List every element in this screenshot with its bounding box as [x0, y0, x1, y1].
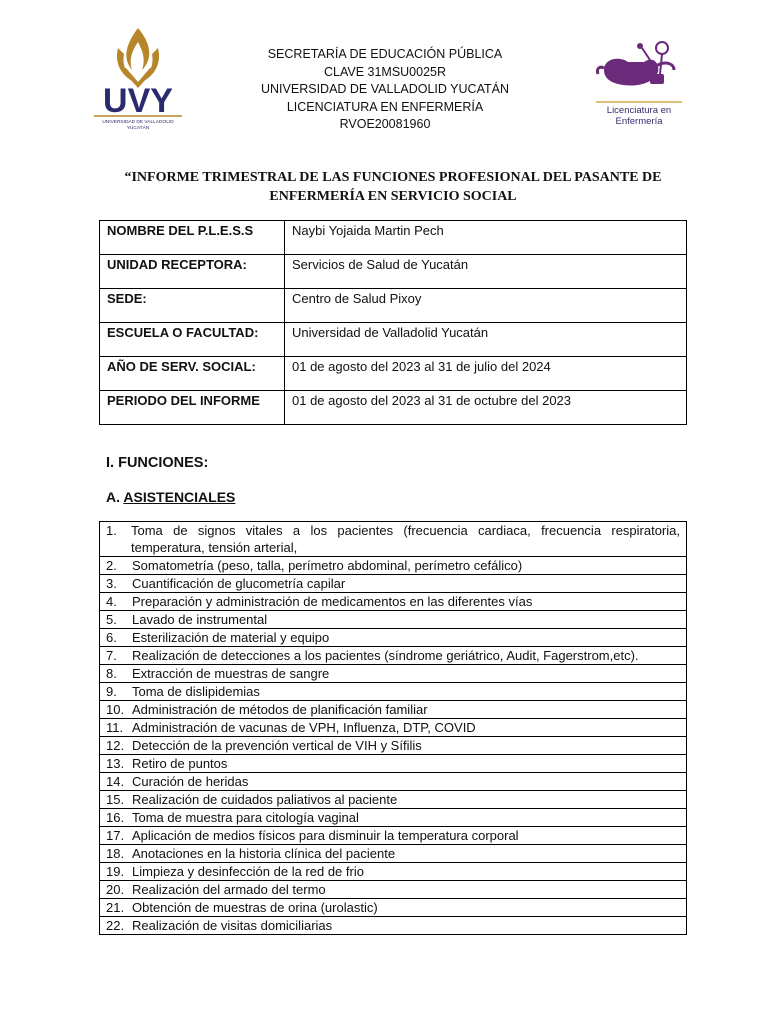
- function-number: 10.: [106, 702, 125, 717]
- info-label: AÑO DE SERV. SOCIAL:: [100, 357, 285, 391]
- report-title: “INFORME TRIMESTRAL DE LAS FUNCIONES PROFESIONAL DEL PASANTE DE ENFERMERÍA EN SERVICIO SOCIAL: [124, 170, 662, 204]
- function-text: Administración de métodos de planificación familiar: [132, 702, 428, 717]
- header-block: [200, 46, 570, 134]
- subsection-name: ASISTENCIALES: [123, 489, 236, 505]
- function-row: [100, 575, 687, 593]
- header-line: UNIVERSIDAD DE VALLADOLID YUCATÁN: [261, 82, 509, 97]
- function-text: Preparación y administración de medicamentos en las diferentes vías: [132, 594, 533, 609]
- function-row: [100, 683, 687, 701]
- info-label: UNIDAD RECEPTORA:: [100, 255, 285, 289]
- function-row: [100, 863, 687, 881]
- uvy-logo-sub2: YUCATÁN: [126, 126, 150, 131]
- function-row: [100, 737, 687, 755]
- function-text: Toma de dislipidemias: [132, 684, 260, 699]
- function-text: Realización de detecciones a los pacientes (síndrome geriátrico, Audit, Fagerstrom,etc).: [132, 648, 639, 663]
- function-row: [100, 845, 687, 863]
- function-number: 1.: [106, 523, 117, 538]
- function-text: Curación de heridas: [132, 774, 249, 789]
- function-text: Retiro de puntos: [132, 756, 228, 771]
- uvy-logo-text: UVY: [103, 82, 173, 120]
- subsection-prefix: A.: [106, 489, 120, 505]
- function-row: [100, 647, 687, 665]
- info-row: [100, 289, 687, 323]
- function-number: 2.: [106, 558, 117, 573]
- nursing-logo-line2: Enfermería: [615, 116, 663, 127]
- function-text: Detección de la prevención vertical de VIH y Sífilis: [132, 738, 422, 753]
- function-number: 3.: [106, 576, 117, 591]
- info-value: Servicios de Salud de Yucatán: [285, 255, 687, 289]
- function-number: 12.: [106, 738, 125, 753]
- info-label: PERIODO DEL INFORME: [100, 391, 285, 425]
- function-number: 9.: [106, 684, 117, 699]
- nursing-logo-line1: Licenciatura en: [606, 105, 672, 116]
- info-value: 01 de agosto del 2023 al 31 de julio del 2024: [285, 357, 687, 391]
- function-number: 5.: [106, 612, 117, 627]
- info-label: ESCUELA O FACULTAD:: [100, 323, 285, 357]
- function-number: 11.: [106, 720, 124, 735]
- function-text: Administración de vacunas de VPH, Influenza, DTP, COVID: [132, 720, 476, 735]
- function-row: [100, 917, 687, 935]
- uvy-logo: [88, 24, 188, 134]
- header-line: RVOE20081960: [339, 117, 431, 132]
- function-text: Realización de cuidados paliativos al paciente: [132, 792, 398, 807]
- info-row: [100, 255, 687, 289]
- function-number: 17.: [106, 828, 125, 843]
- subsection-title: [106, 489, 235, 505]
- function-text: Lavado de instrumental: [132, 612, 268, 627]
- function-number: 7.: [106, 648, 117, 663]
- function-text: Esterilización de material y equipo: [132, 630, 330, 645]
- info-value: Centro de Salud Pixoy: [285, 289, 687, 323]
- function-number: 19.: [106, 864, 125, 879]
- info-value: Naybi Yojaida Martin Pech: [285, 221, 687, 255]
- function-number: 21.: [106, 900, 125, 915]
- function-number: 4.: [106, 594, 117, 609]
- nursing-lamp-icon: [594, 40, 684, 130]
- function-text: Realización de visitas domiciliarias: [132, 918, 333, 933]
- function-row: [100, 719, 687, 737]
- info-row: [100, 323, 687, 357]
- function-number: 18.: [106, 846, 125, 861]
- function-number: 8.: [106, 666, 117, 681]
- uvy-logo-sub1: UNIVERSIDAD DE VALLADOLID: [102, 120, 174, 125]
- function-row: [100, 701, 687, 719]
- header-line: CLAVE 31MSU0025R: [323, 64, 447, 79]
- function-row: [100, 773, 687, 791]
- function-row: [100, 611, 687, 629]
- info-value: 01 de agosto del 2023 al 31 de octubre del 2023: [285, 391, 687, 425]
- functions-table: [99, 521, 687, 935]
- uvy-flame-icon: [88, 24, 188, 134]
- function-text: Obtención de muestras de orina (urolastic): [132, 900, 378, 915]
- function-row: [100, 791, 687, 809]
- function-row: [100, 827, 687, 845]
- function-row: [100, 557, 687, 575]
- function-number: 6.: [106, 630, 117, 645]
- header-line: LICENCIATURA EN ENFERMERÍA: [286, 99, 484, 114]
- info-table: [99, 220, 687, 425]
- nursing-logo: [594, 40, 684, 130]
- function-row: [100, 593, 687, 611]
- function-text: Anotaciones en la historia clínica del paciente: [132, 846, 396, 861]
- info-label: SEDE:: [100, 289, 285, 323]
- function-row: [100, 629, 687, 647]
- function-number: 14.: [106, 774, 125, 789]
- info-row: [100, 221, 687, 255]
- function-number: 20.: [106, 882, 125, 897]
- function-row: [100, 522, 687, 557]
- function-text: Aplicación de medios físicos para disminuir la temperatura corporal: [132, 828, 519, 843]
- info-value: Universidad de Valladolid Yucatán: [285, 323, 687, 357]
- function-text: Extracción de muestras de sangre: [132, 666, 330, 681]
- header-line: SECRETARÍA DE EDUCACIÓN PÚBLICA: [267, 47, 503, 61]
- function-text: Cuantificación de glucometría capilar: [132, 576, 346, 591]
- function-row: [100, 899, 687, 917]
- function-text: Toma de muestra para citología vaginal: [132, 810, 359, 825]
- info-row: [100, 391, 687, 425]
- function-row: [100, 881, 687, 899]
- function-text: Toma de signos vitales a los pacientes (frecuencia cardiaca, frecuencia respiratoria, temperatura, tensión arterial,: [131, 523, 680, 555]
- info-row: [100, 357, 687, 391]
- function-number: 13.: [106, 756, 125, 771]
- function-number: 15.: [106, 792, 125, 807]
- function-row: [100, 665, 687, 683]
- section-title: I. FUNCIONES:: [106, 455, 209, 471]
- function-text: Somatometría (peso, talla, perímetro abdominal, perímetro cefálico): [132, 558, 523, 573]
- function-text: Realización del armado del termo: [132, 882, 326, 897]
- function-row: [100, 755, 687, 773]
- info-label: NOMBRE DEL P.L.E.S.S: [100, 221, 285, 255]
- function-row: [100, 809, 687, 827]
- function-text: Limpieza y desinfección de la red de frio: [132, 864, 364, 879]
- function-number: 16.: [106, 810, 125, 825]
- function-number: 22.: [106, 918, 125, 933]
